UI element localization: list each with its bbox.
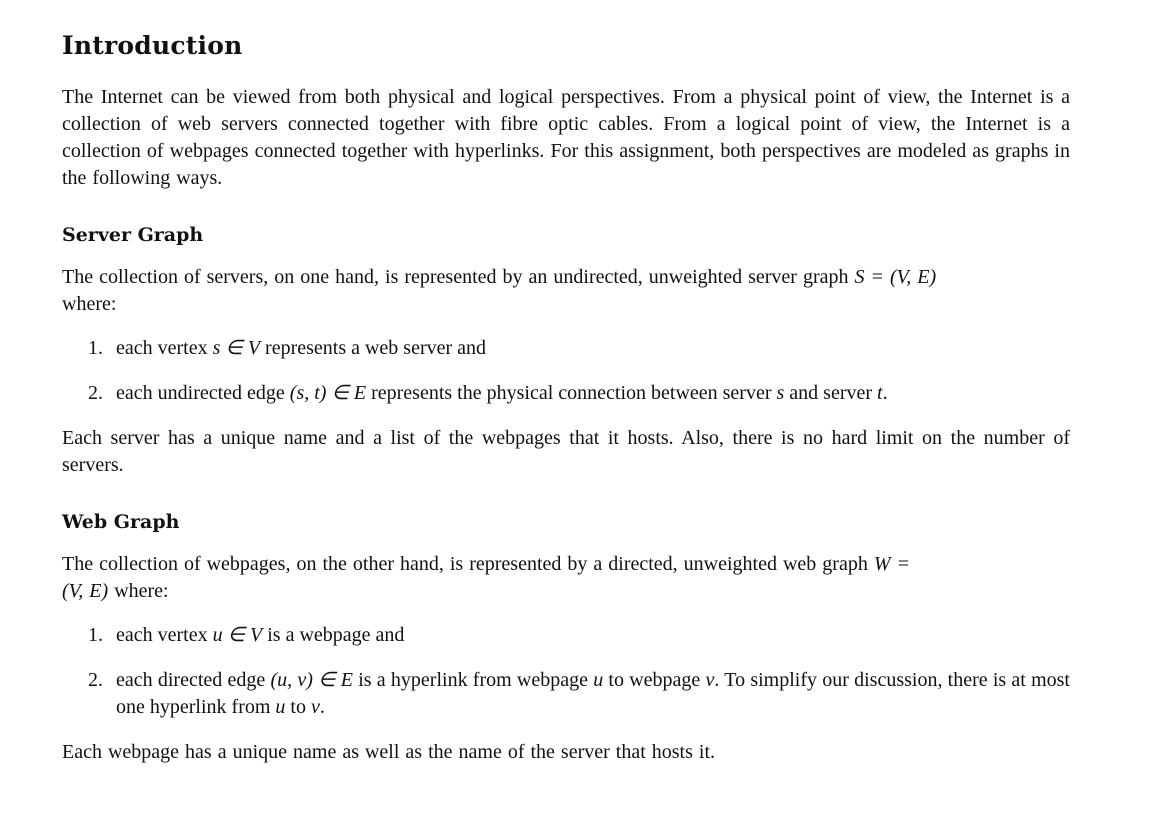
server-graph-intro <box>62 264 1070 318</box>
var-math: u <box>275 696 286 718</box>
list-text: each directed edge <box>116 669 271 691</box>
list-item-body <box>116 335 1070 362</box>
web-graph-intro-end: where: <box>108 580 169 602</box>
list-number: 1. <box>88 337 103 359</box>
web-graph-intro <box>62 551 1070 605</box>
section-title-introduction: Introduction <box>62 31 243 60</box>
list-text: each vertex <box>116 624 213 646</box>
list-text: is a webpage and <box>262 624 405 646</box>
web-graph-intro-text: The collection of webpages, on the other hand, is represented by a directed, unweighted web graph <box>62 553 874 575</box>
subsection-title-web-graph: Web Graph <box>62 511 180 533</box>
var-math: u <box>593 669 604 691</box>
web-graph-definition-math-cont: (V, E) <box>62 580 109 602</box>
subsection-title-server-graph: Server Graph <box>62 224 204 246</box>
list-number: 1. <box>88 624 103 646</box>
list-item-body <box>116 622 1070 649</box>
vertex-math: s ∈ V <box>212 337 261 359</box>
server-graph-intro-text: The collection of servers, on one hand, is represented by an undirected, unweighted server graph <box>62 266 855 288</box>
list-text: to <box>285 696 311 718</box>
edge-math: (u, v) ∈ E <box>270 669 354 691</box>
list-number: 2. <box>88 669 103 691</box>
list-number: 2. <box>88 382 103 404</box>
server-graph-definition-math: S = (V, E) <box>854 266 937 288</box>
server-graph-list-item-2 <box>88 380 1070 407</box>
list-text: represents the physical connection between server <box>366 382 777 404</box>
web-graph-closing: Each webpage has a unique name as well as the name of the server that hosts it. <box>62 741 716 763</box>
web-graph-definition-math: W = <box>873 553 910 575</box>
list-item-body <box>116 667 1070 721</box>
list-text: . To simplify our discussion, there is at most one hyperlink from <box>116 669 1070 718</box>
list-text: and server <box>784 382 878 404</box>
web-graph-list-item-2 <box>88 667 1070 721</box>
list-text: each undirected edge <box>116 382 290 404</box>
var-math: v <box>310 696 320 718</box>
list-text: to webpage <box>603 669 706 691</box>
server-graph-closing: Each server has a unique name and a list of the webpages that it hosts. Also, there is no hard limit on the number of servers. <box>62 427 1070 476</box>
list-text: each vertex <box>116 337 213 359</box>
introduction-paragraph: The Internet can be viewed from both physical and logical perspectives. From a physical point of view, the Internet is a collection of web servers connected together with fibre optic cables. From a logical point of view, the Internet is a collection of webpages connected together with hyperlinks. For this assignment, both perspectives are modeled as graphs in the following ways. <box>62 86 1070 189</box>
list-item-body <box>116 380 1070 407</box>
list-text: is a hyperlink from webpage <box>353 669 594 691</box>
web-graph-list-item-1 <box>88 622 1070 649</box>
server-graph-list-item-1 <box>88 335 1070 362</box>
list-text: represents a web server and <box>260 337 487 359</box>
var-math: v <box>705 669 715 691</box>
edge-math: (s, t) ∈ E <box>289 382 367 404</box>
list-text: . <box>319 696 325 718</box>
var-math: s <box>776 382 785 404</box>
var-math: t <box>877 382 883 404</box>
vertex-math: u ∈ V <box>212 624 263 646</box>
server-graph-intro-end: where: <box>62 293 117 315</box>
list-text: . <box>882 382 888 404</box>
